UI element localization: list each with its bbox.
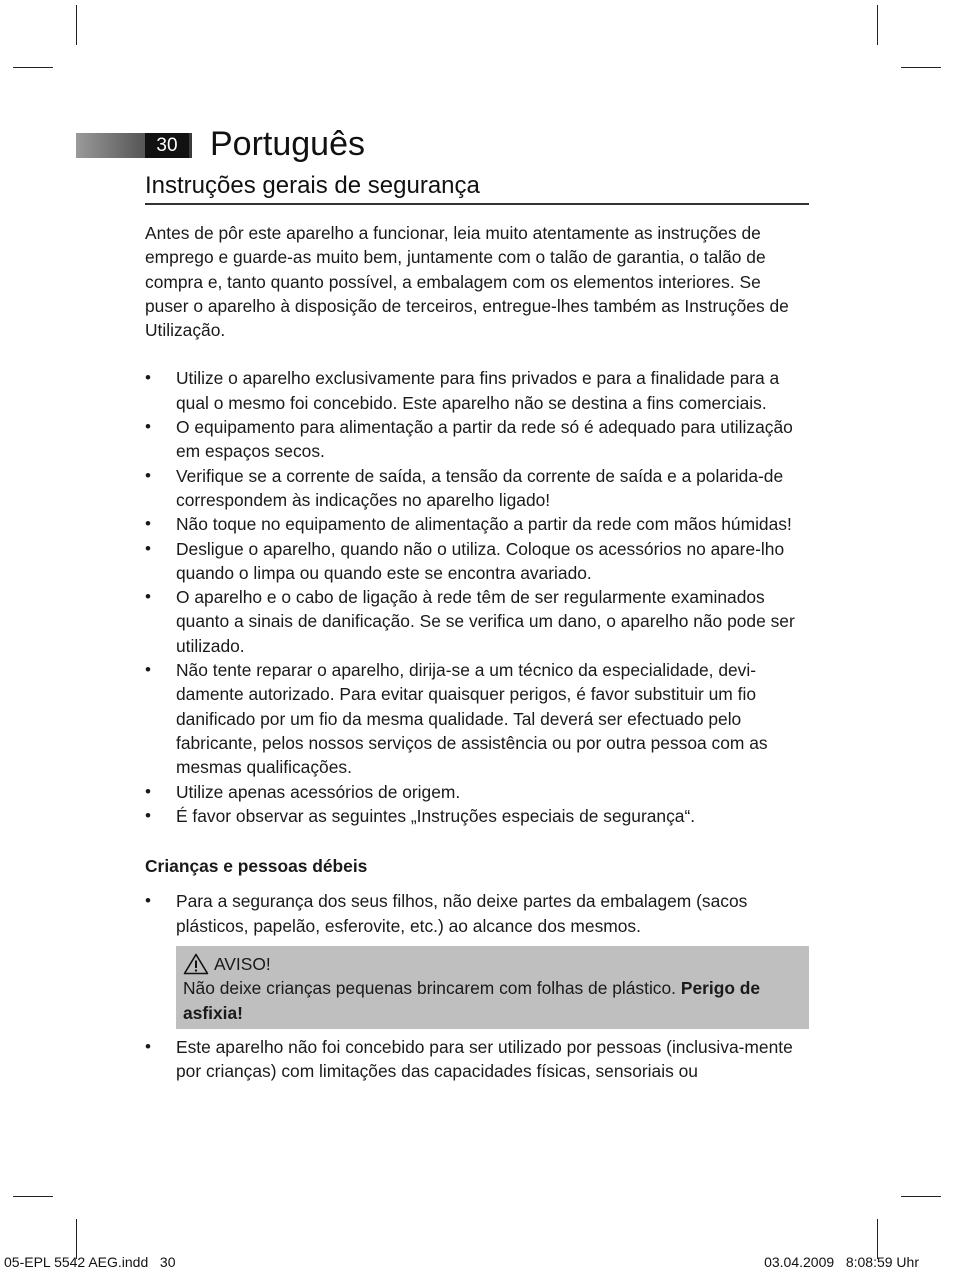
list-item: • Utilize apenas acessórios de origem. [145,780,809,804]
list-item: • Verifique se a corrente de saída, a tensão da corrente de saída e a polarida-de correspondem às indicações no aparelho ligado! [145,464,809,513]
main-content [145,221,809,1084]
warning-label: AVISO! [214,954,271,975]
crop-mark-bottom-left-horizontal [13,1196,53,1197]
warning-body: Não deixe crianças pequenas brincarem com folhas de plástico. [183,978,681,999]
section-divider [145,203,809,205]
list-item: • O equipamento para alimentação a partir da rede só é adequado para utilização em espaços secos. [145,415,809,464]
list-item: • Não tente reparar o aparelho, dirija-se a um técnico da especialidade, devi-damente autorizado. Para evitar quaisquer perigos, é favor substituir um fio danificado por um fio da mesma qualidade. Tal deverá ser efectuado pelo fabricante, pelos nossos serviços de assistência ou por outra pessoa com as mesmas qualificações. [145,658,809,779]
crop-mark-bottom-left-vertical [76,1219,77,1259]
list-item: • Este aparelho não foi concebido para ser utilizado por pessoas (inclusiva-mente por crianças) com limitações das capacidades físicas, sensoriais ou [145,1035,809,1084]
children-list [145,889,809,938]
warning-emphasis: Perigo de asfixia! [183,978,761,1023]
list-item: • Não toque no equipamento de alimentação a partir da rede com mãos húmidas! [145,512,809,536]
warning-triangle-icon [183,953,209,975]
crop-mark-top-right-vertical [877,5,878,45]
crop-mark-top-left-vertical [76,5,77,45]
page-number: 30 [145,133,189,158]
language-title: Português [210,125,365,163]
list-item: • O aparelho e o cabo de ligação à rede têm de ser regularmente examinados quanto a sinais de danificação. Se se verifica um dano, o aparelho não pode ser utilizado. [145,585,809,658]
crop-mark-bottom-right-horizontal [901,1196,941,1197]
footer-date-info: 03.04.2009 8:08:59 Uhr [764,1254,919,1270]
list-item: • Desligue o aparelho, quando não o utiliza. Coloque os acessórios no apare-lho quando o limpa ou quando este se encontra avariado. [145,537,809,586]
safety-list [145,366,809,828]
intro-paragraph: Antes de pôr este aparelho a funcionar, leia muito atentamente as instruções de emprego e guarde-as muito bem, juntamente com o talão de garantia, o talão de compra e, tanto quanto possível, a embalagem com os elementos interiores. Se puser o aparelho à disposição de terceiros, entregue-lhes também as Instruções de Utilização. [145,223,789,341]
section-title: Instruções gerais de segurança [145,172,480,199]
list-item: • Para a segurança dos seus filhos, não deixe partes da embalagem (sacos plásticos, papelão, esferovite, etc.) ao alcance dos mesmos. [145,889,809,938]
footer-file-info: 05-EPL 5542 AEG.indd 30 [4,1254,176,1270]
warning-text [183,976,799,1025]
list-item: • Utilize o aparelho exclusivamente para fins privados e para a finalidade para a qual o mesmo foi concebido. Este aparelho não se destina a fins comerciais. [145,366,809,415]
children-heading: Crianças e pessoas débeis [145,856,368,877]
crop-mark-top-left-horizontal [13,67,53,68]
children-list-continued [145,1035,809,1084]
crop-mark-bottom-right-vertical [877,1219,878,1259]
list-item: • É favor observar as seguintes „Instruções especiais de segurança“. [145,804,809,828]
crop-mark-top-right-horizontal [901,67,941,68]
warning-header [183,952,799,976]
warning-box [176,946,809,1029]
